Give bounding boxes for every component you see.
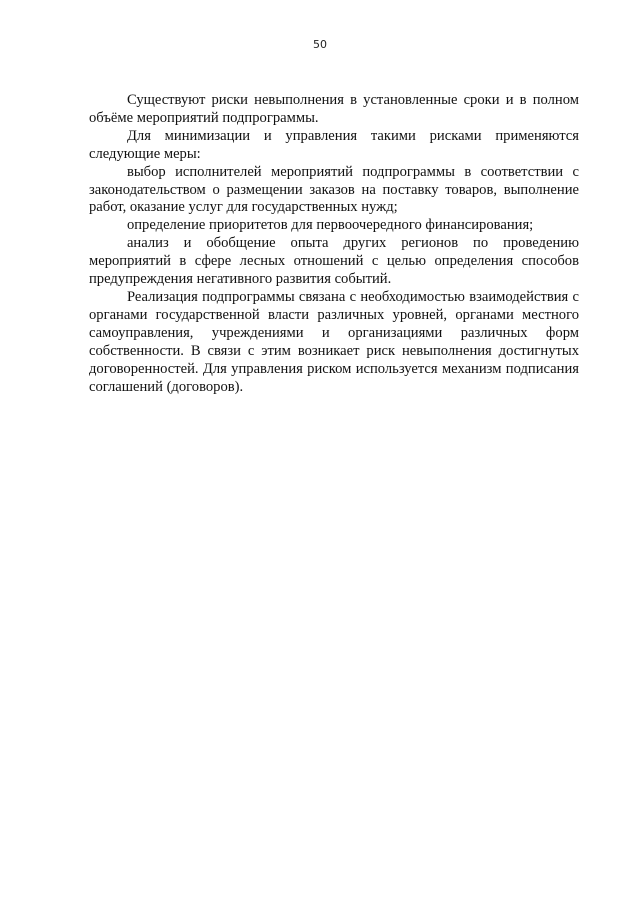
paragraph-measure-experience: анализ и обобщение опыта других регионов по проведению мероприятий в сфере лесных отношений с целью определения способов предупреждения негативного развития событий. — [89, 235, 579, 288]
paragraph-risks-intro: Существуют риски невыполнения в установленные сроки и в полном объёме мероприятий подпрограммы. — [89, 92, 579, 126]
paragraph-measures-intro: Для минимизации и управления такими рисками применяются следующие меры: — [89, 127, 579, 162]
paragraph-interaction-risk: Реализация подпрограммы связана с необходимостью взаимодействия с органами государственной власти различных уровней, органами местного самоуправления, учреждениями и организациями различных форм собственности. В связи с этим возникает риск невыполнения достигнутых договоренностей. Для управления риском используется механизм подписания соглашений (договоров). — [89, 288, 579, 395]
paragraph-measure-contractors: выбор исполнителей мероприятий подпрограммы в соответствии с законодательством о размещении заказов на поставку товаров, выполнение работ, оказание услуг для государственных нужд; — [89, 163, 579, 216]
document-body — [89, 92, 579, 396]
paragraph-measure-priorities: определение приоритетов для первоочередного финансирования; — [126, 217, 534, 234]
page-number: 50 — [313, 38, 327, 51]
